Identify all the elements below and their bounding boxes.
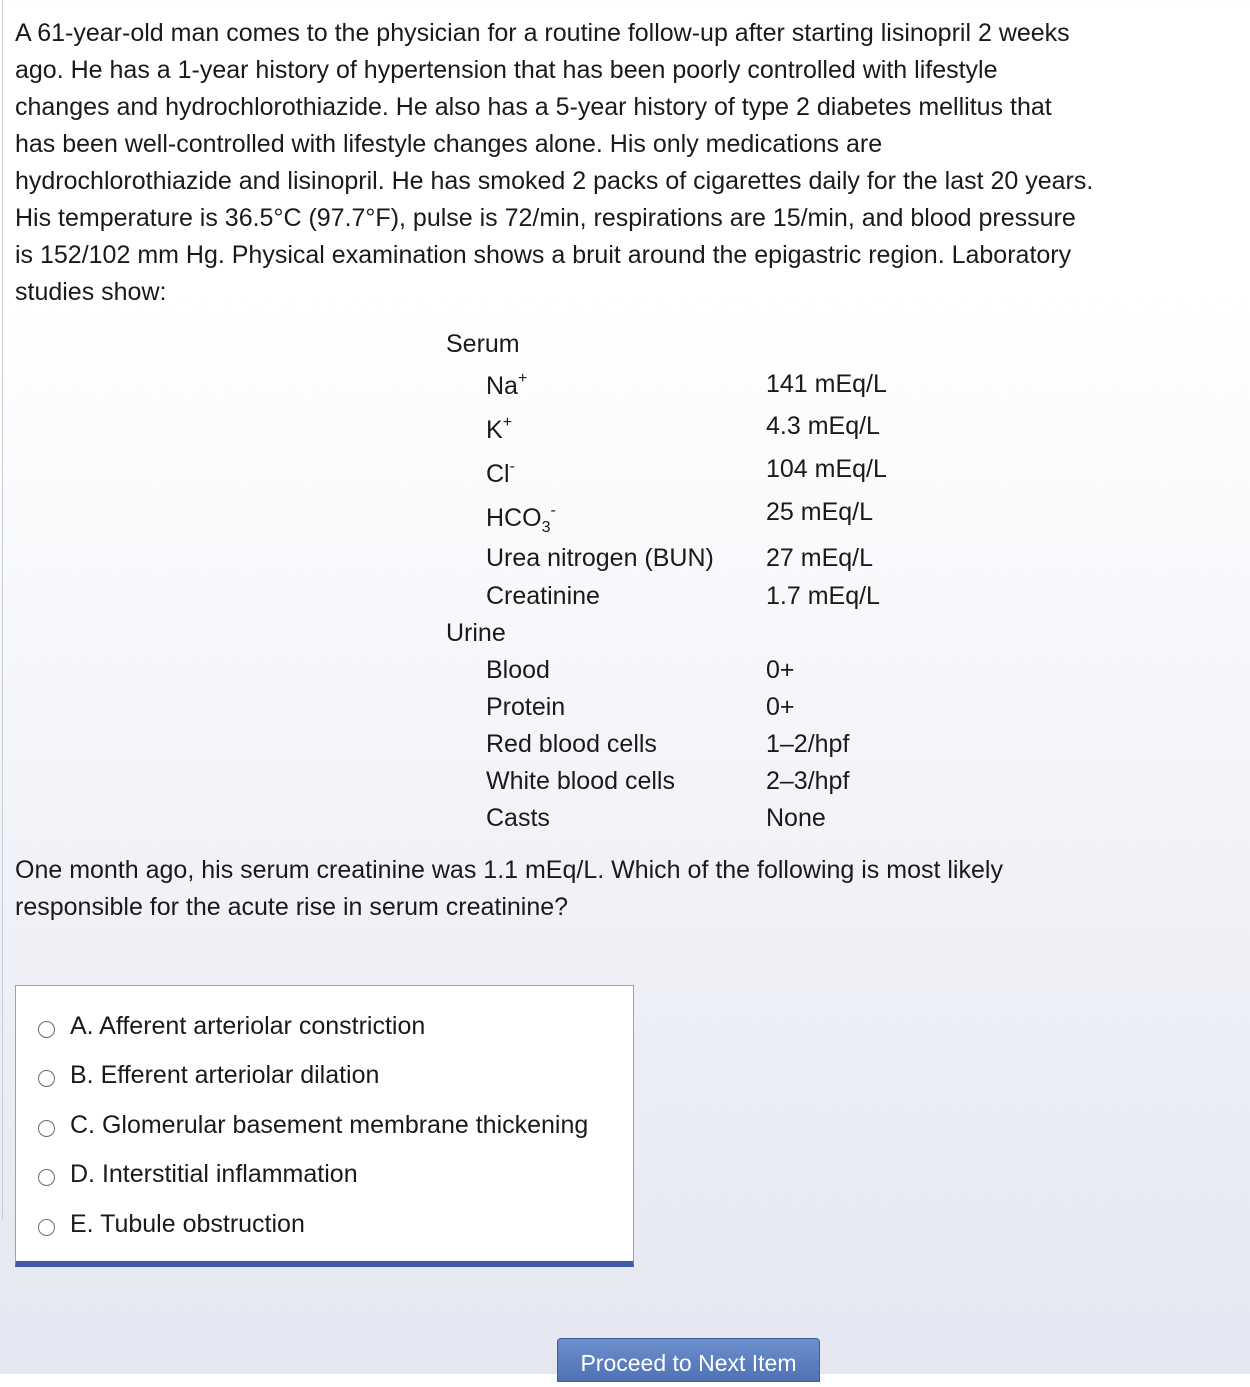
- lab-name-potassium: K+: [486, 413, 513, 444]
- choice-d-label: D. Interstitial inflammation: [70, 1159, 358, 1188]
- radio-icon[interactable]: [38, 1219, 55, 1236]
- lab-value-urine-casts: None: [766, 804, 826, 832]
- lab-value-bun: 27 mEq/L: [766, 544, 874, 572]
- choice-c[interactable]: [38, 1105, 588, 1145]
- answer-choices: [15, 985, 634, 1267]
- radio-icon[interactable]: [38, 1120, 55, 1137]
- lab-name-urine-wbc: White blood cells: [486, 767, 675, 795]
- choice-b[interactable]: [38, 1055, 379, 1095]
- lab-name-urine-casts: Casts: [486, 804, 550, 832]
- lab-value-sodium: 141 mEq/L: [766, 370, 887, 398]
- choice-e-label: E. Tubule obstruction: [70, 1209, 305, 1238]
- left-border: [2, 0, 3, 1220]
- lab-value-bicarbonate: 25 mEq/L: [766, 498, 874, 526]
- question-stem: A 61-year-old man comes to the physician for a routine follow-up after starting lisinopril 2 weeks ago. He has a 1-year history of hypertension that has been poorly controlled with lifestyle changes and hydrochlorothiazide. He also has a 5-year history of type 2 diabetes mellitus that has been well-controlled with lifestyle changes alone. His only medications are hydrochlorothiazide and lisinopril. He has smoked 2 packs of cigarettes daily for the last 20 years. His temperature is 36.5°C (97.7°F), pulse is 72/min, respirations are 15/min, and blood pressure is 152/102 mm Hg. Physical examination shows a bruit around the epigastric region. Laboratory studies show:: [15, 19, 1094, 306]
- lab-name-urine-protein: Protein: [486, 693, 566, 721]
- lab-name-urine-rbc: Red blood cells: [486, 730, 657, 758]
- choice-b-label: B. Efferent arteriolar dilation: [70, 1060, 380, 1089]
- choice-a-label: A. Afferent arteriolar constriction: [70, 1011, 426, 1040]
- lab-name-sodium: Na+: [486, 369, 528, 400]
- choice-e[interactable]: [38, 1204, 305, 1244]
- radio-icon[interactable]: [38, 1169, 55, 1186]
- lab-name-creatinine: Creatinine: [486, 582, 600, 610]
- choice-c-label: C. Glomerular basement membrane thickening: [70, 1110, 589, 1139]
- question-text: One month ago, his serum creatinine was 1.1 mEq/L. Which of the following is most likely responsible for the acute rise in serum creatinine?: [15, 856, 1003, 921]
- lab-value-urine-wbc: 2–3/hpf: [766, 767, 850, 795]
- proceed-next-button[interactable]: Proceed to Next Item: [557, 1338, 820, 1382]
- lab-name-urine-blood: Blood: [486, 656, 550, 684]
- lab-name-bicarbonate: $HCO_3^-$: [486, 501, 556, 536]
- choice-d[interactable]: [38, 1154, 358, 1194]
- lab-value-urine-rbc: 1–2/hpf: [766, 730, 850, 758]
- lab-value-chloride: 104 mEq/L: [766, 455, 887, 483]
- lab-value-urine-blood: 0+: [766, 656, 795, 684]
- lab-value-potassium: 4.3 mEq/L: [766, 412, 880, 440]
- radio-icon[interactable]: [38, 1021, 55, 1038]
- lab-name-bun: Urea nitrogen (BUN): [486, 544, 714, 572]
- lab-name-chloride: Cl-: [486, 457, 515, 488]
- lab-value-creatinine: 1.7 mEq/L: [766, 582, 880, 610]
- choice-a[interactable]: [38, 1006, 425, 1046]
- lab-value-urine-protein: 0+: [766, 693, 795, 721]
- radio-icon[interactable]: [38, 1070, 55, 1087]
- urine-title: Urine: [446, 619, 506, 647]
- serum-title: Serum: [446, 330, 520, 358]
